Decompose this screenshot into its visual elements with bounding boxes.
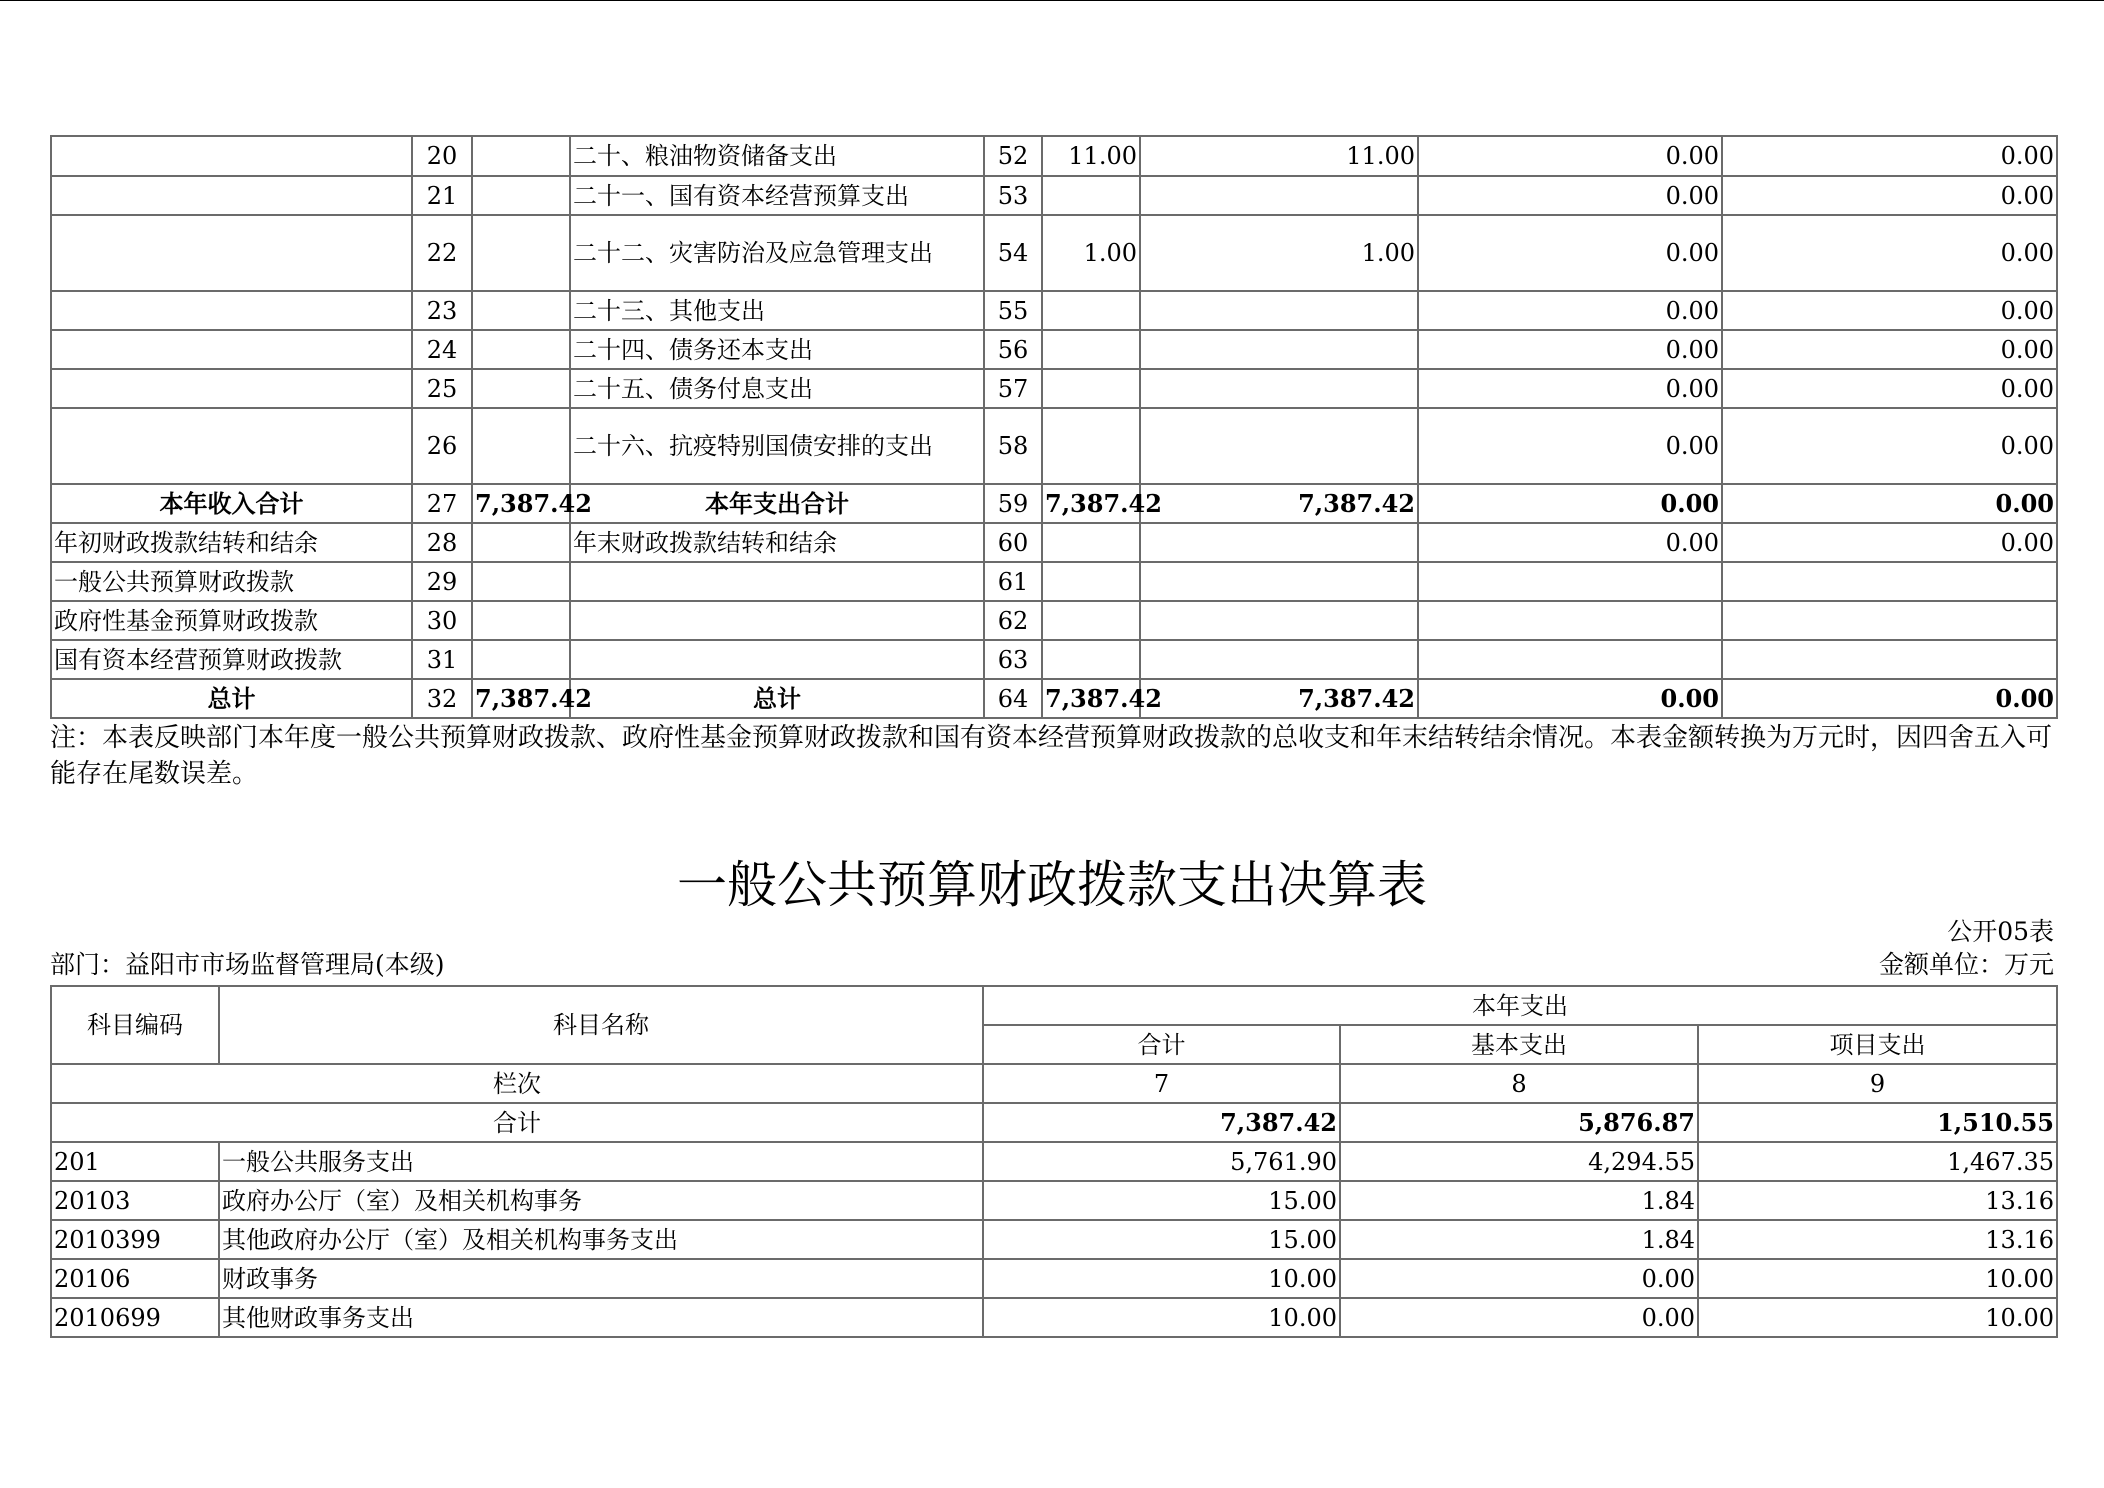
table-row-grand-total [51, 679, 2057, 718]
expense-total [1042, 369, 1140, 408]
header-code: 科目编码 [51, 986, 219, 1064]
sum-label: 合计 [51, 1103, 983, 1142]
income-row-no: 21 [412, 176, 472, 215]
expense-item [570, 601, 984, 640]
income-row-no: 25 [412, 369, 472, 408]
amount-total: 10.00 [983, 1259, 1340, 1298]
expense-government-fund: 0.00 [1418, 330, 1722, 369]
expense-general-budget [1140, 562, 1418, 601]
amount-total: 15.00 [983, 1181, 1340, 1220]
column-number-row [51, 1064, 2057, 1103]
table-row [51, 1220, 2057, 1259]
amount-basic: 0.00 [1340, 1298, 1698, 1337]
expense-item [570, 562, 984, 601]
income-row-no: 30 [412, 601, 472, 640]
form-code: 公开05表 [1947, 917, 2054, 946]
income-row-no: 31 [412, 640, 472, 679]
subject-name: 一般公共服务支出 [219, 1142, 983, 1181]
expense-state-capital [1722, 640, 2057, 679]
expense-state-capital: 0.00 [1722, 215, 2057, 291]
expense-row-no: 61 [984, 562, 1042, 601]
table-row [51, 369, 2057, 408]
subject-code: 20106 [51, 1259, 219, 1298]
expense-government-fund [1418, 601, 1722, 640]
sum-row [51, 1103, 2057, 1142]
income-item [51, 215, 412, 291]
table-row [51, 1298, 2057, 1337]
subject-name: 财政事务 [219, 1259, 983, 1298]
expense-state-capital [1722, 601, 2057, 640]
amount-project: 13.16 [1698, 1220, 2057, 1259]
expense-row-no: 60 [984, 523, 1042, 562]
expense-item: 二十、粮油物资储备支出 [570, 136, 984, 176]
amount-basic: 1.84 [1340, 1181, 1698, 1220]
header-row [51, 986, 2057, 1025]
subject-name: 其他财政事务支出 [219, 1298, 983, 1337]
subject-code: 2010399 [51, 1220, 219, 1259]
income-row-no: 26 [412, 408, 472, 484]
expense-general-budget [1140, 291, 1418, 330]
page-top-border [0, 0, 2104, 1]
expense-total: 7,387.42 [1042, 679, 1140, 718]
expense-total: 1.00 [1042, 215, 1140, 291]
header-name: 科目名称 [219, 986, 983, 1064]
expense-row-no: 56 [984, 330, 1042, 369]
income-amount [472, 408, 570, 484]
expense-government-fund: 0.00 [1418, 484, 1722, 523]
table-note: 注：本表反映部门本年度一般公共预算财政拨款、政府性基金预算财政拨款和国有资本经营预算财政拨款的总收支和年末结转结余情况。本表金额转换为万元时，因四舍五入可能存在尾数误差。 [50, 723, 2053, 789]
income-item [51, 136, 412, 176]
expense-state-capital: 0.00 [1722, 484, 2057, 523]
income-row-no: 23 [412, 291, 472, 330]
expense-government-fund: 0.00 [1418, 136, 1722, 176]
table-row [51, 291, 2057, 330]
expense-government-fund [1418, 562, 1722, 601]
expense-total: 7,387.42 [1042, 484, 1140, 523]
expense-government-fund: 0.00 [1418, 523, 1722, 562]
income-amount [472, 136, 570, 176]
expense-item: 本年支出合计 [570, 484, 984, 523]
expense-total [1042, 523, 1140, 562]
income-row-no: 27 [412, 484, 472, 523]
expense-state-capital: 0.00 [1722, 679, 2057, 718]
expense-general-budget [1140, 369, 1418, 408]
expense-item: 二十三、其他支出 [570, 291, 984, 330]
expense-government-fund [1418, 640, 1722, 679]
expense-row-no: 58 [984, 408, 1042, 484]
table-row [51, 601, 2057, 640]
expense-general-budget [1140, 176, 1418, 215]
expense-government-fund: 0.00 [1418, 408, 1722, 484]
table-row [51, 408, 2057, 484]
sum-basic: 5,876.87 [1340, 1103, 1698, 1142]
amount-project: 10.00 [1698, 1259, 2057, 1298]
expense-total: 11.00 [1042, 136, 1140, 176]
table-row [51, 640, 2057, 679]
income-amount [472, 523, 570, 562]
amount-basic: 0.00 [1340, 1259, 1698, 1298]
expense-general-budget: 7,387.42 [1140, 679, 1418, 718]
income-amount [472, 562, 570, 601]
unit-label: 金额单位：万元 [1878, 950, 2054, 979]
income-item: 总计 [51, 679, 412, 718]
subject-code: 20103 [51, 1181, 219, 1220]
expense-item: 二十一、国有资本经营预算支出 [570, 176, 984, 215]
income-amount [472, 215, 570, 291]
amount-basic: 4,294.55 [1340, 1142, 1698, 1181]
expense-row-no: 63 [984, 640, 1042, 679]
department-label: 部门：益阳市市场监督管理局(本级) [50, 950, 445, 979]
expense-row-no: 52 [984, 136, 1042, 176]
income-item [51, 176, 412, 215]
expense-general-budget: 1.00 [1140, 215, 1418, 291]
amount-total: 5,761.90 [983, 1142, 1340, 1181]
amount-project: 1,467.35 [1698, 1142, 2057, 1181]
expense-state-capital: 0.00 [1722, 291, 2057, 330]
income-amount [472, 176, 570, 215]
income-item: 国有资本经营预算财政拨款 [51, 640, 412, 679]
income-row-no: 28 [412, 523, 472, 562]
expense-item [570, 640, 984, 679]
sum-total: 7,387.42 [983, 1103, 1340, 1142]
expense-state-capital: 0.00 [1722, 176, 2057, 215]
income-amount: 7,387.42 [472, 679, 570, 718]
income-item: 年初财政拨款结转和结余 [51, 523, 412, 562]
table-row [51, 136, 2057, 176]
header-basic: 基本支出 [1340, 1025, 1698, 1064]
expense-row-no: 62 [984, 601, 1042, 640]
table-row [51, 330, 2057, 369]
column-no-total: 7 [983, 1064, 1340, 1103]
amount-total: 15.00 [983, 1220, 1340, 1259]
expense-government-fund: 0.00 [1418, 176, 1722, 215]
expense-item: 二十六、抗疫特别国债安排的支出 [570, 408, 984, 484]
income-amount [472, 601, 570, 640]
expense-general-budget [1140, 408, 1418, 484]
income-item [51, 369, 412, 408]
expense-total [1042, 640, 1140, 679]
table-row [51, 215, 2057, 291]
expense-row-no: 57 [984, 369, 1042, 408]
expense-general-budget [1140, 330, 1418, 369]
column-no-basic: 8 [1340, 1064, 1698, 1103]
income-item [51, 330, 412, 369]
income-amount [472, 330, 570, 369]
expense-item: 二十二、灾害防治及应急管理支出 [570, 215, 984, 291]
expense-general-budget [1140, 640, 1418, 679]
income-item [51, 291, 412, 330]
expense-government-fund: 0.00 [1418, 215, 1722, 291]
subject-code: 201 [51, 1142, 219, 1181]
subject-name: 政府办公厅（室）及相关机构事务 [219, 1181, 983, 1220]
table-row [51, 1181, 2057, 1220]
expense-item: 二十四、债务还本支出 [570, 330, 984, 369]
income-item: 政府性基金预算财政拨款 [51, 601, 412, 640]
table-row [51, 1259, 2057, 1298]
amount-basic: 1.84 [1340, 1220, 1698, 1259]
header-total: 合计 [983, 1025, 1340, 1064]
subject-code: 2010699 [51, 1298, 219, 1337]
expense-row-no: 53 [984, 176, 1042, 215]
table-row [51, 176, 2057, 215]
income-amount: 7,387.42 [472, 484, 570, 523]
expense-total [1042, 562, 1140, 601]
expenditure-table [50, 985, 2058, 1338]
expense-government-fund: 0.00 [1418, 679, 1722, 718]
income-expenditure-table [50, 135, 2058, 719]
expense-total [1042, 601, 1140, 640]
expense-general-budget [1140, 601, 1418, 640]
amount-project: 13.16 [1698, 1181, 2057, 1220]
expense-general-budget: 7,387.42 [1140, 484, 1418, 523]
column-no-project: 9 [1698, 1064, 2057, 1103]
expense-row-no: 64 [984, 679, 1042, 718]
table-row [51, 1142, 2057, 1181]
table-row [51, 562, 2057, 601]
expense-item: 二十五、债务付息支出 [570, 369, 984, 408]
income-amount [472, 291, 570, 330]
expense-state-capital: 0.00 [1722, 523, 2057, 562]
expense-total [1042, 408, 1140, 484]
expense-state-capital: 0.00 [1722, 136, 2057, 176]
income-item [51, 408, 412, 484]
expense-government-fund: 0.00 [1418, 291, 1722, 330]
header-project: 项目支出 [1698, 1025, 2057, 1064]
expense-general-budget [1140, 523, 1418, 562]
income-row-no: 22 [412, 215, 472, 291]
expense-government-fund: 0.00 [1418, 369, 1722, 408]
subject-name: 其他政府办公厅（室）及相关机构事务支出 [219, 1220, 983, 1259]
expense-state-capital: 0.00 [1722, 369, 2057, 408]
expense-item: 总计 [570, 679, 984, 718]
sum-project: 1,510.55 [1698, 1103, 2057, 1142]
column-label: 栏次 [51, 1064, 983, 1103]
income-amount [472, 640, 570, 679]
expense-general-budget: 11.00 [1140, 136, 1418, 176]
table-row-year-total [51, 484, 2057, 523]
expense-state-capital [1722, 562, 2057, 601]
expense-row-no: 54 [984, 215, 1042, 291]
income-amount [472, 369, 570, 408]
expense-row-no: 55 [984, 291, 1042, 330]
income-row-no: 32 [412, 679, 472, 718]
amount-project: 10.00 [1698, 1298, 2057, 1337]
expense-total [1042, 291, 1140, 330]
page-title: 一般公共预算财政拨款支出决算表 [677, 856, 1427, 914]
header-current-year: 本年支出 [983, 986, 2057, 1025]
expense-item: 年末财政拨款结转和结余 [570, 523, 984, 562]
expense-state-capital: 0.00 [1722, 408, 2057, 484]
income-item: 本年收入合计 [51, 484, 412, 523]
expense-state-capital: 0.00 [1722, 330, 2057, 369]
income-row-no: 29 [412, 562, 472, 601]
amount-total: 10.00 [983, 1298, 1340, 1337]
expense-total [1042, 176, 1140, 215]
income-item: 一般公共预算财政拨款 [51, 562, 412, 601]
expense-row-no: 59 [984, 484, 1042, 523]
expense-total [1042, 330, 1140, 369]
income-row-no: 20 [412, 136, 472, 176]
income-row-no: 24 [412, 330, 472, 369]
table-row [51, 523, 2057, 562]
